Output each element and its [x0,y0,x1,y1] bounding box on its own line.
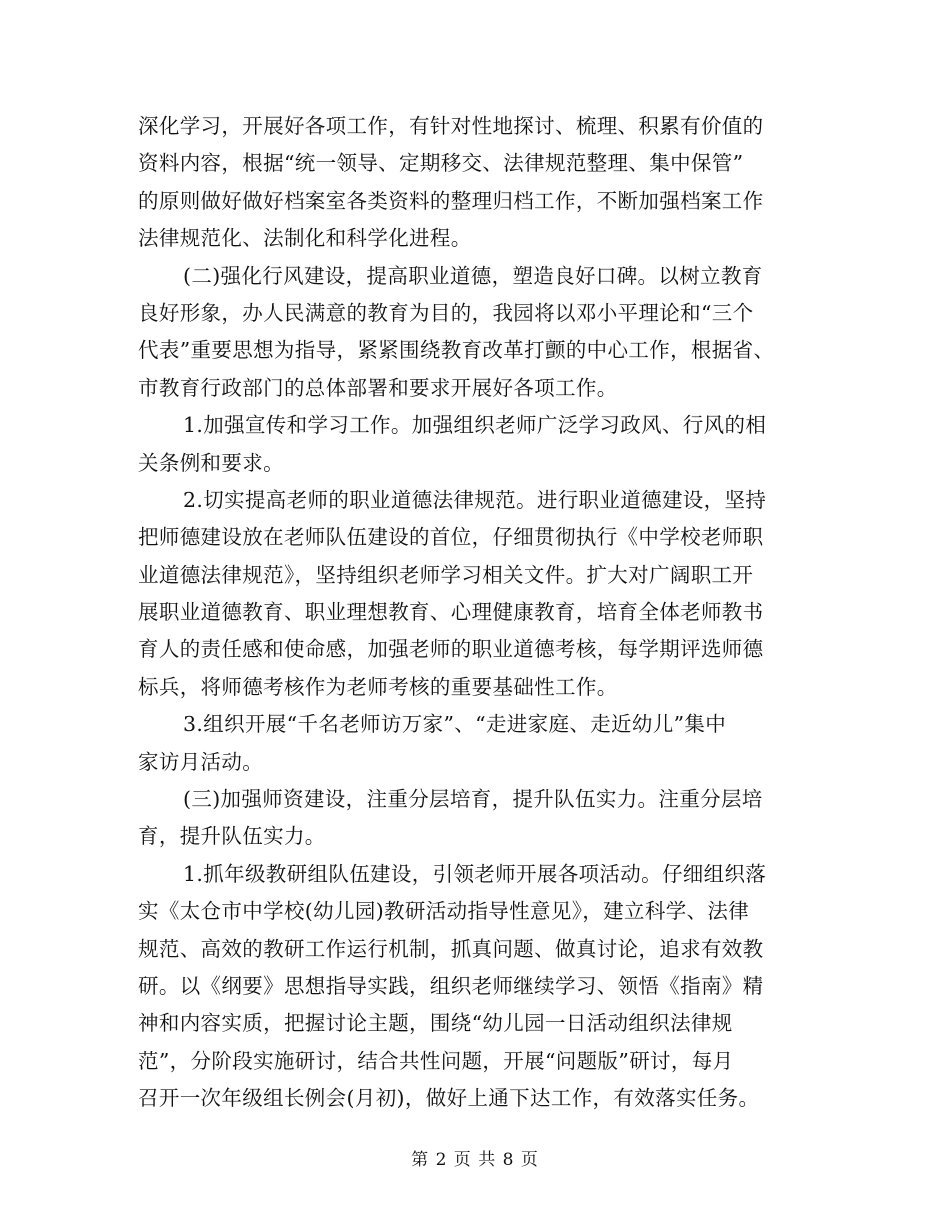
text-line: 育人的责任感和使命感，加强老师的职业道德考核，每学期评选师德 [138,637,764,662]
text-line: 的原则做好做好档案室各类资料的整理归档工作，不断加强档案工作 [138,188,764,213]
text-line: 家访月活动。 [138,749,264,774]
text-line: 展职业道德教育、职业理想教育、心理健康教育，培育全体老师教书 [138,600,764,625]
text-line: 标兵，将师德考核作为老师考核的重要基础性工作。 [138,674,618,699]
text-line: 深化学习，开展好各项工作，有针对性地探讨、梳理、积累有价值的 [138,114,764,138]
document-body [138,108,802,1118]
page-number-footer: 第 2 页 共 8 页 [411,1150,539,1170]
text-line: 神和内容实质，把握讨论主题，围绕“幼儿园一日活动组织法律规 [138,1011,733,1036]
text-line: 实《太仓市中学校(幼儿园)教研活动指导性意见》，建立科学、法律 [138,899,750,924]
text-line: 把师德建设放在老师队伍建设的首位，仔细贯彻执行《中学校老师职 [138,525,764,550]
text-line: 召开一次年级组长例会(月初)，做好上通下达工作，有效落实任务。 [138,1086,760,1111]
text-line: 3.组织开展“千名老师访万家”、“走进家庭、走近幼儿”集中 [183,712,727,737]
text-line: 市教育行政部门的总体部署和要求开展好各项工作。 [138,375,618,400]
text-line: 规范、高效的教研工作运行机制，抓真问题、做真讨论，追求有效教 [138,936,764,961]
text-line: 范”，分阶段实施研讨，结合共性问题，开展“问题版”研讨，每月 [138,1048,734,1073]
text-line: 关条例和要求。 [138,450,284,475]
text-line: (三)加强师资建设，注重分层培育，提升队伍实力。注重分层培 [183,787,763,812]
text-line: (二)强化行风建设，提高职业道德，塑造良好口碑。以树立教育 [183,263,763,288]
text-line: 育，提升队伍实力。 [138,824,326,849]
text-line: 资料内容，根据“统一领导、定期移交、法律规范整理、集中保管” [138,151,744,176]
text-line: 1.加强宣传和学习工作。加强组织老师广泛学习政风、行风的相 [183,413,767,438]
text-line: 业道德法律规范》，坚持组织老师学习相关文件。扩大对广阔职工开 [138,562,754,587]
text-line: 研。以《纲要》思想指导实践，组织老师继续学习、领悟《指南》精 [138,973,764,998]
text-line: 良好形象，办人民满意的教育为目的，我园将以邓小平理论和“三个 [138,300,754,325]
text-line: 法律规范化、法制化和科学化进程。 [138,226,472,251]
text-line: 1.抓年级教研组队伍建设，引领老师开展各项活动。仔细组织落 [183,861,767,886]
text-line: 2.切实提高老师的职业道德法律规范。进行职业道德建设，坚持 [183,487,767,512]
text-line: 代表”重要思想为指导，紧紧围绕教育改革打颤的中心工作，根据省、 [138,338,775,363]
